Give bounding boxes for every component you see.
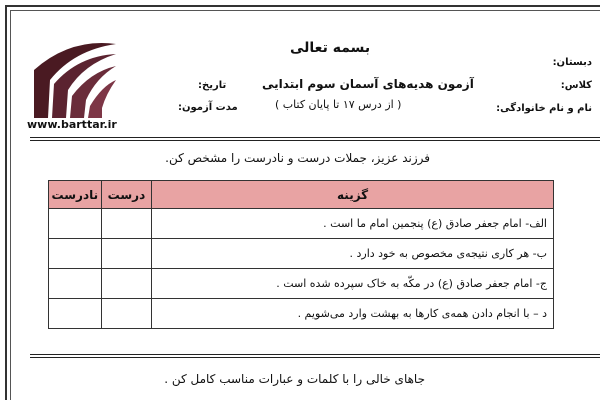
date-field-label: تاریخ: [198,80,227,91]
exam-range: ( از درس ۱۷ تا پایان کتاب ) [275,98,402,111]
school-field-label: دبستان: [552,57,592,68]
incorrect-column-header: نادرست [49,181,102,209]
section1-instruction: فرزند عزیز، جملات درست و نادرست را مشخص کن. [165,151,430,165]
question-text: ب- هر کاری نتیجه‌ی مخصوص به خود دارد . [152,239,554,269]
class-field-label: کلاس: [560,80,592,91]
incorrect-cell[interactable] [49,269,102,299]
page-title: بسمه تعالی [290,40,371,56]
correct-cell[interactable] [101,239,152,269]
question-text: ج- امام جعفر صادق (ع) در مکّه به خاک سپرده شده است . [152,269,554,299]
site-url: www.barttar.ir [27,118,117,131]
table-header-row [49,181,554,209]
barttar-logo [30,40,120,120]
table-row [49,209,554,239]
name-field-label: نام و نام خانوادگی: [496,103,592,114]
table-row [49,239,554,269]
correct-cell[interactable] [101,209,152,239]
exam-name: آزمون هدیه‌های آسمان سوم ابتدایی [262,77,474,91]
question-text: الف- امام جعفر صادق (ع) پنجمین امام ما است . [152,209,554,239]
question-text: د – با انجام دادن همه‌ی کارها به بهشت وارد می‌شویم . [152,299,554,329]
incorrect-cell[interactable] [49,299,102,329]
correct-cell[interactable] [101,299,152,329]
option-column-header: گزینه [152,181,554,209]
true-false-table [48,180,554,329]
incorrect-cell[interactable] [49,209,102,239]
correct-column-header: درست [101,181,152,209]
incorrect-cell[interactable] [49,239,102,269]
section2-instruction: جاهای خالی را با کلمات و عبارات مناسب کامل کن . [164,372,425,386]
correct-cell[interactable] [101,269,152,299]
header-divider [30,137,600,141]
table-row [49,269,554,299]
table-row [49,299,554,329]
duration-field-label: مدت آزمون: [178,102,238,113]
section-divider [30,354,600,358]
